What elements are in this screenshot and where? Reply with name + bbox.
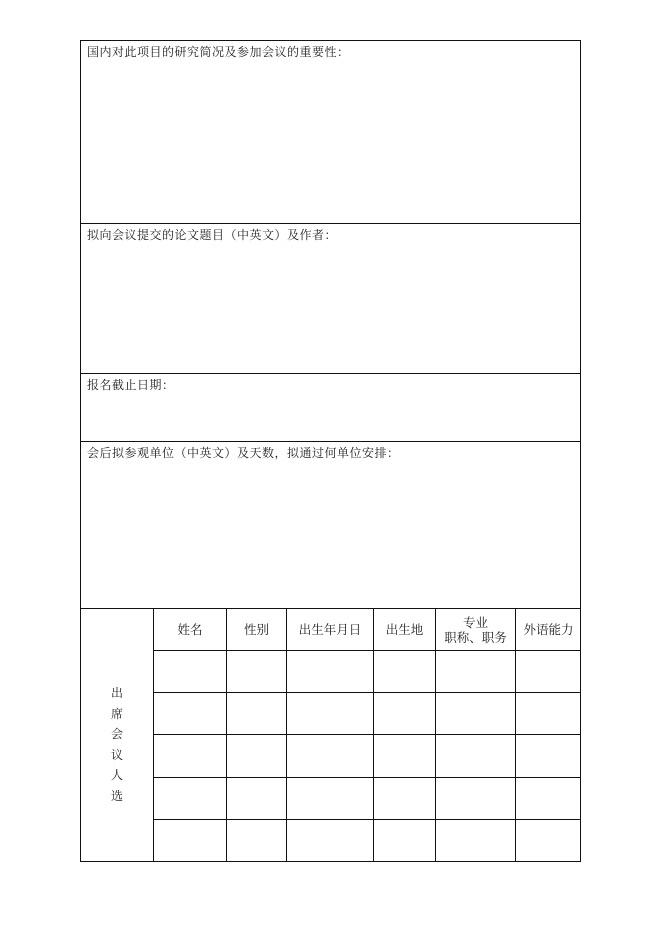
table-cell-gender[interactable] <box>227 693 287 735</box>
table-cell-name[interactable] <box>154 820 227 862</box>
column-header-text-line2: 职称、职务 <box>444 629 507 645</box>
column-header-birthplace <box>374 609 436 651</box>
post-visit-section[interactable] <box>81 442 580 609</box>
attendees-side-label <box>81 609 154 862</box>
attendees-table <box>81 609 580 862</box>
table-cell-language-ability[interactable] <box>516 735 581 778</box>
table-cell-profession-title[interactable] <box>436 651 516 693</box>
table-cell-birthplace[interactable] <box>374 820 436 862</box>
table-cell-language-ability[interactable] <box>516 693 581 735</box>
column-header-text: 出生地 <box>385 622 424 637</box>
table-cell-birthdate[interactable] <box>287 735 374 778</box>
table-cell-name[interactable] <box>154 693 227 735</box>
paper-title-label: 拟向会议提交的论文题目（中英文）及作者： <box>87 228 338 242</box>
column-header-language-ability <box>516 609 581 651</box>
table-cell-profession-title[interactable] <box>436 778 516 820</box>
table-cell-language-ability[interactable] <box>516 651 581 693</box>
table-cell-name[interactable] <box>154 778 227 820</box>
research-importance-section[interactable] <box>81 41 580 224</box>
table-cell-language-ability[interactable] <box>516 778 581 820</box>
attendees-grid <box>154 609 581 862</box>
column-header-profession-title <box>436 609 516 651</box>
table-cell-birthdate[interactable] <box>287 778 374 820</box>
post-visit-label: 会后拟参观单位（中英文）及天数，拟通过何单位安排： <box>87 446 400 460</box>
deadline-label: 报名截止日期： <box>87 378 175 392</box>
table-cell-birthplace[interactable] <box>374 778 436 820</box>
application-form <box>80 40 581 862</box>
column-header-text: 姓名 <box>177 622 203 637</box>
column-header-birthdate <box>287 609 374 651</box>
table-cell-profession-title[interactable] <box>436 693 516 735</box>
table-cell-profession-title[interactable] <box>436 735 516 778</box>
side-char: 人 <box>110 768 123 782</box>
table-cell-gender[interactable] <box>227 735 287 778</box>
table-cell-birthplace[interactable] <box>374 735 436 778</box>
table-cell-gender[interactable] <box>227 651 287 693</box>
deadline-section[interactable] <box>81 374 580 442</box>
table-cell-language-ability[interactable] <box>516 820 581 862</box>
column-header-name <box>154 609 227 651</box>
column-header-gender <box>227 609 287 651</box>
side-char: 会 <box>110 727 123 741</box>
side-char: 出 <box>110 686 123 700</box>
table-cell-gender[interactable] <box>227 820 287 862</box>
column-header-text: 性别 <box>243 622 269 637</box>
paper-title-section[interactable] <box>81 224 580 374</box>
table-cell-birthdate[interactable] <box>287 651 374 693</box>
side-char: 选 <box>110 788 123 803</box>
column-header-text: 出生年月日 <box>298 622 362 637</box>
table-cell-name[interactable] <box>154 651 227 693</box>
research-importance-label: 国内对此项目的研究简况及参加会议的重要性： <box>87 45 350 59</box>
side-char: 席 <box>110 706 123 721</box>
column-header-text: 专业 <box>462 614 488 630</box>
table-cell-birthdate[interactable] <box>287 693 374 735</box>
table-cell-name[interactable] <box>154 735 227 778</box>
table-cell-birthdate[interactable] <box>287 820 374 862</box>
table-cell-birthplace[interactable] <box>374 651 436 693</box>
column-header-text: 外语能力 <box>523 622 574 637</box>
table-cell-birthplace[interactable] <box>374 693 436 735</box>
side-char: 议 <box>110 747 123 762</box>
table-cell-profession-title[interactable] <box>436 820 516 862</box>
table-cell-gender[interactable] <box>227 778 287 820</box>
